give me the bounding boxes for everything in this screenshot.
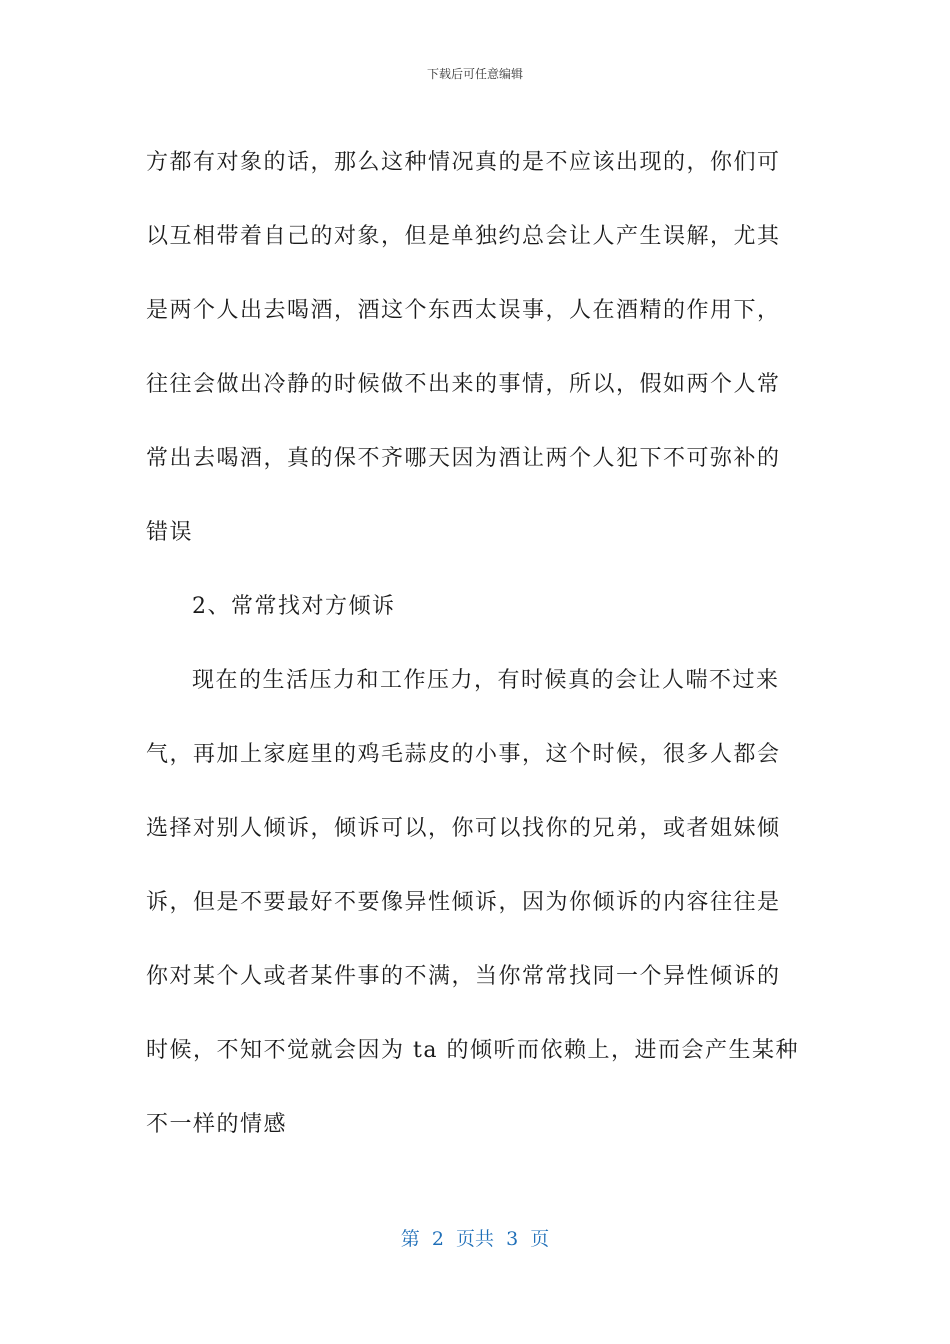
text-line: 不一样的情感 — [146, 1112, 288, 1137]
page-header: 下载后可任意编辑 — [426, 67, 523, 81]
text-line: 时候，不知不觉就会因为 ta 的倾听而依赖上，进而会产生某种 — [146, 1038, 799, 1063]
document-body — [146, 126, 806, 1162]
text-line: 错误 — [146, 520, 194, 545]
section-heading: 2、常常找对方倾诉 — [192, 594, 396, 619]
text-line: 方都有对象的话，那么这种情况真的是不应该出现的，你们可 — [146, 150, 781, 175]
text-line: 往往会做出冷静的时候做不出来的事情，所以，假如两个人常 — [146, 372, 781, 397]
text-line: 是两个人出去喝酒，酒这个东西太误事，人在酒精的作用下， — [146, 298, 781, 323]
text-line: 以互相带着自己的对象，但是单独约总会让人产生误解，尤其 — [146, 224, 781, 249]
text-line: 气，再加上家庭里的鸡毛蒜皮的小事，这个时候，很多人都会 — [146, 742, 781, 767]
text-line: 诉，但是不要最好不要像异性倾诉，因为你倾诉的内容往往是 — [146, 890, 781, 915]
text-line: 常出去喝酒，真的保不齐哪天因为酒让两个人犯下不可弥补的 — [146, 446, 781, 471]
text-line: 现在的生活压力和工作压力，有时候真的会让人喘不过来 — [192, 668, 780, 693]
page-number: 第 2 页共 3 页 — [400, 1228, 550, 1250]
text-line: 你对某个人或者某件事的不满，当你常常找同一个异性倾诉的 — [146, 964, 781, 989]
text-line: 选择对别人倾诉，倾诉可以，你可以找你的兄弟，或者姐妹倾 — [146, 816, 781, 841]
